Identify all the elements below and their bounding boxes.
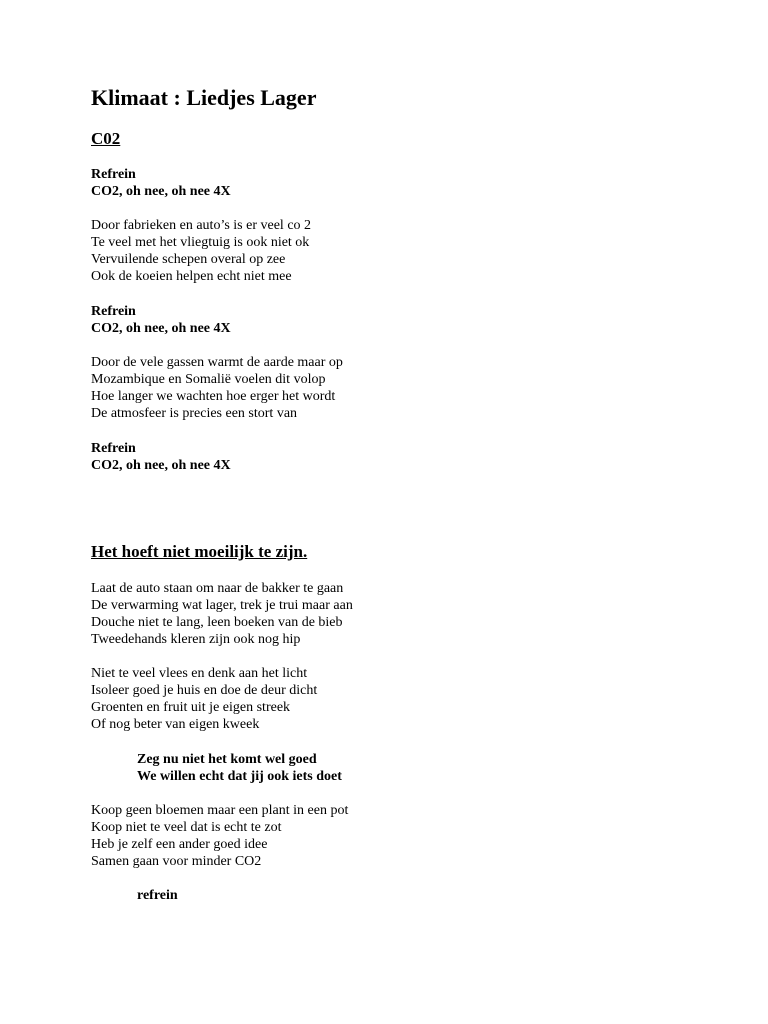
song2-verse2-line: Niet te veel vlees en denk aan het licht xyxy=(91,666,308,681)
song1-heading: C02 xyxy=(91,129,121,148)
song2-closing-refrain: refrein xyxy=(137,888,178,903)
song2-chorus-line: We willen echt dat jij ook iets doet xyxy=(137,769,342,784)
song1-refrain-label-2: Refrein xyxy=(91,304,136,319)
song2-verse2-line: Isoleer goed je huis en doe de deur dicht xyxy=(91,683,318,698)
song1-verse1-line: Vervuilende schepen overal op zee xyxy=(91,252,286,267)
song1-refrain-label-1: Refrein xyxy=(91,167,136,182)
song1-verse1-line: Door fabrieken en auto’s is er veel co 2 xyxy=(91,218,312,233)
document-title: Klimaat : Liedjes Lager xyxy=(91,85,317,110)
song1-verse2-line: Mozambique en Somalië voelen dit volop xyxy=(91,372,326,387)
song1-verse1-line: Ook de koeien helpen echt niet mee xyxy=(91,269,292,284)
song1-refrain-text-1: CO2, oh nee, oh nee 4X xyxy=(91,184,231,199)
song1-verse2-line: Door de vele gassen warmt de aarde maar op xyxy=(91,355,343,370)
song2-verse3-line: Koop geen bloemen maar een plant in een pot xyxy=(91,803,349,818)
song1-refrain-text-2: CO2, oh nee, oh nee 4X xyxy=(91,321,231,336)
song2-heading: Het hoeft niet moeilijk te zijn. xyxy=(91,542,308,561)
song2-verse1-line: De verwarming wat lager, trek je trui maar aan xyxy=(91,598,353,613)
song2-verse1-line: Laat de auto staan om naar de bakker te gaan xyxy=(91,581,344,596)
song1-verse1-line: Te veel met het vliegtuig is ook niet ok xyxy=(91,235,310,250)
song2-verse2-line: Of nog beter van eigen kweek xyxy=(91,717,260,732)
song2-chorus-line: Zeg nu niet het komt wel goed xyxy=(137,752,317,767)
song2-verse3-line: Heb je zelf een ander goed idee xyxy=(91,837,268,852)
song2-verse2-line: Groenten en fruit uit je eigen streek xyxy=(91,700,291,715)
song1-verse2-line: De atmosfeer is precies een stort van xyxy=(91,406,298,421)
song1-refrain-text-3: CO2, oh nee, oh nee 4X xyxy=(91,458,231,473)
song2-verse3-line: Koop niet te veel dat is echt te zot xyxy=(91,820,282,835)
song2-verse3-line: Samen gaan voor minder CO2 xyxy=(91,854,262,869)
song1-verse2-line: Hoe langer we wachten hoe erger het wordt xyxy=(91,389,336,404)
song2-verse1-line: Douche niet te lang, leen boeken van de bieb xyxy=(91,615,343,630)
song1-refrain-label-3: Refrein xyxy=(91,441,136,456)
song2-verse1-line: Tweedehands kleren zijn ook nog hip xyxy=(91,632,301,647)
